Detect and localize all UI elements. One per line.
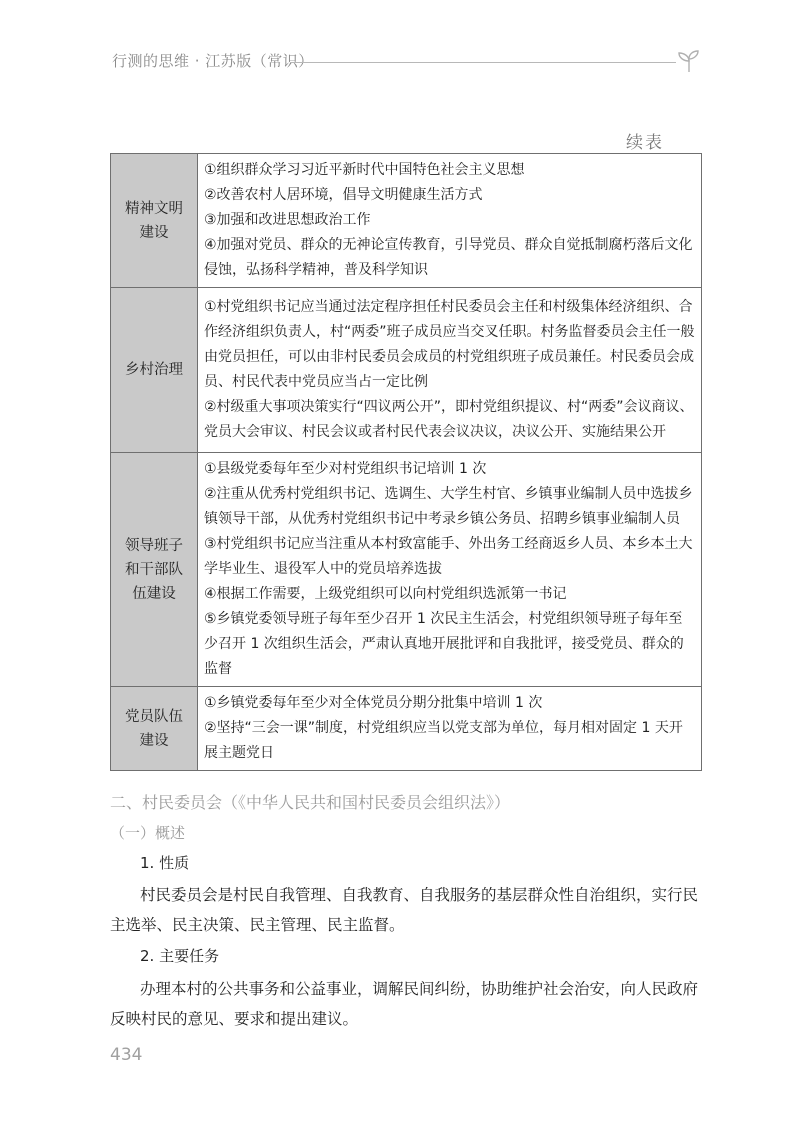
list-item: ③加强和改进思想政治工作 [204, 212, 371, 228]
policy-table [110, 153, 702, 771]
table-row [111, 154, 702, 288]
category-cell [111, 687, 198, 771]
category-cell [111, 154, 198, 288]
list-item: ②改善农村人居环境，倡导文明健康生活方式 [204, 187, 483, 203]
list-item: ②坚持“三会一课”制度，村党组织应当以党支部为单位，每月相对固定 1 天开展主题党日 [204, 720, 683, 761]
content-cell [198, 453, 702, 687]
list-item: ①村党组织书记应当通过法定程序担任村民委员会主任和村级集体经济组织、合作经济组织负责人，村“两委”班子成员应当交叉任职。村务监督委员会主任一般由党员担任，可以由非村民委员会成员的村党组织班子成员兼任。村民委员会成员、村民代表中党员应当占一定比例 [204, 299, 695, 390]
content-cell [198, 154, 702, 288]
list-item: ④根据工作需要，上级党组织可以向村党组织选派第一书记 [204, 586, 567, 602]
table-row [111, 453, 702, 687]
tasks-heading: 2. 主要任务 [140, 947, 220, 965]
tasks-paragraph: 办理本村的公共事务和公益事业，调解民间纠纷，协助维护社会治安，向人民政府反映村民的意见、要求和提出建议。 [110, 980, 699, 1028]
category-label: 精神文明建设 [125, 200, 183, 241]
sprout-icon [676, 48, 702, 74]
header-title: 行测的思维 · 江苏版（常识） [112, 52, 314, 70]
content-cell [198, 288, 702, 453]
continued-label: 续表 [626, 133, 664, 153]
category-label: 领导班子和干部队伍建设 [125, 537, 183, 602]
header-divider [290, 62, 676, 63]
list-item: ②注重从优秀村党组织书记、选调生、大学生村官、乡镇事业编制人员中选拔乡镇领导干部，从优秀村党组织书记中考录乡镇公务员、招聘乡镇事业编制人员 [204, 486, 693, 527]
nature-heading: 1. 性质 [140, 854, 190, 872]
subsection-title: （一）概述 [110, 824, 186, 842]
list-item: ③村党组织书记应当注重从本村致富能手、外出务工经商返乡人员、本乡本土大学毕业生、退役军人中的党员培养选拔 [204, 536, 693, 577]
section-title: 二、村民委员会（《中华人民共和国村民委员会组织法》） [110, 793, 511, 812]
list-item: ⑤乡镇党委领导班子每年至少召开 1 次民主生活会，村党组织领导班子每年至少召开 1 次组织生活会，严肃认真地开展批评和自我批评，接受党员、群众的监督 [204, 611, 684, 677]
list-item: ①组织群众学习习近平新时代中国特色社会主义思想 [204, 162, 525, 178]
category-cell [111, 453, 198, 687]
list-item: ①乡镇党委每年至少对全体党员分期分批集中培训 1 次 [204, 695, 543, 711]
page-number: 434 [110, 1045, 143, 1065]
running-header [112, 48, 702, 76]
content-cell [198, 687, 702, 771]
table-row [111, 288, 702, 453]
category-label: 乡村治理 [125, 362, 183, 378]
table-row [111, 687, 702, 771]
list-item: ①县级党委每年至少对村党组织书记培训 1 次 [204, 461, 487, 477]
category-label: 党员队伍建设 [125, 708, 183, 749]
list-item: ②村级重大事项决策实行“四议两公开”，即村党组织提议、村“两委”会议商议、党员大会审议、村民会议或者村民代表会议决议，决议公开、实施结果公开 [204, 399, 694, 440]
nature-paragraph: 村民委员会是村民自我管理、自我教育、自我服务的基层群众性自治组织，实行民主选举、民主决策、民主管理、民主监督。 [110, 886, 699, 934]
list-item: ④加强对党员、群众的无神论宣传教育，引导党员、群众自觉抵制腐朽落后文化侵蚀，弘扬科学精神，普及科学知识 [204, 237, 693, 278]
category-cell [111, 288, 198, 453]
